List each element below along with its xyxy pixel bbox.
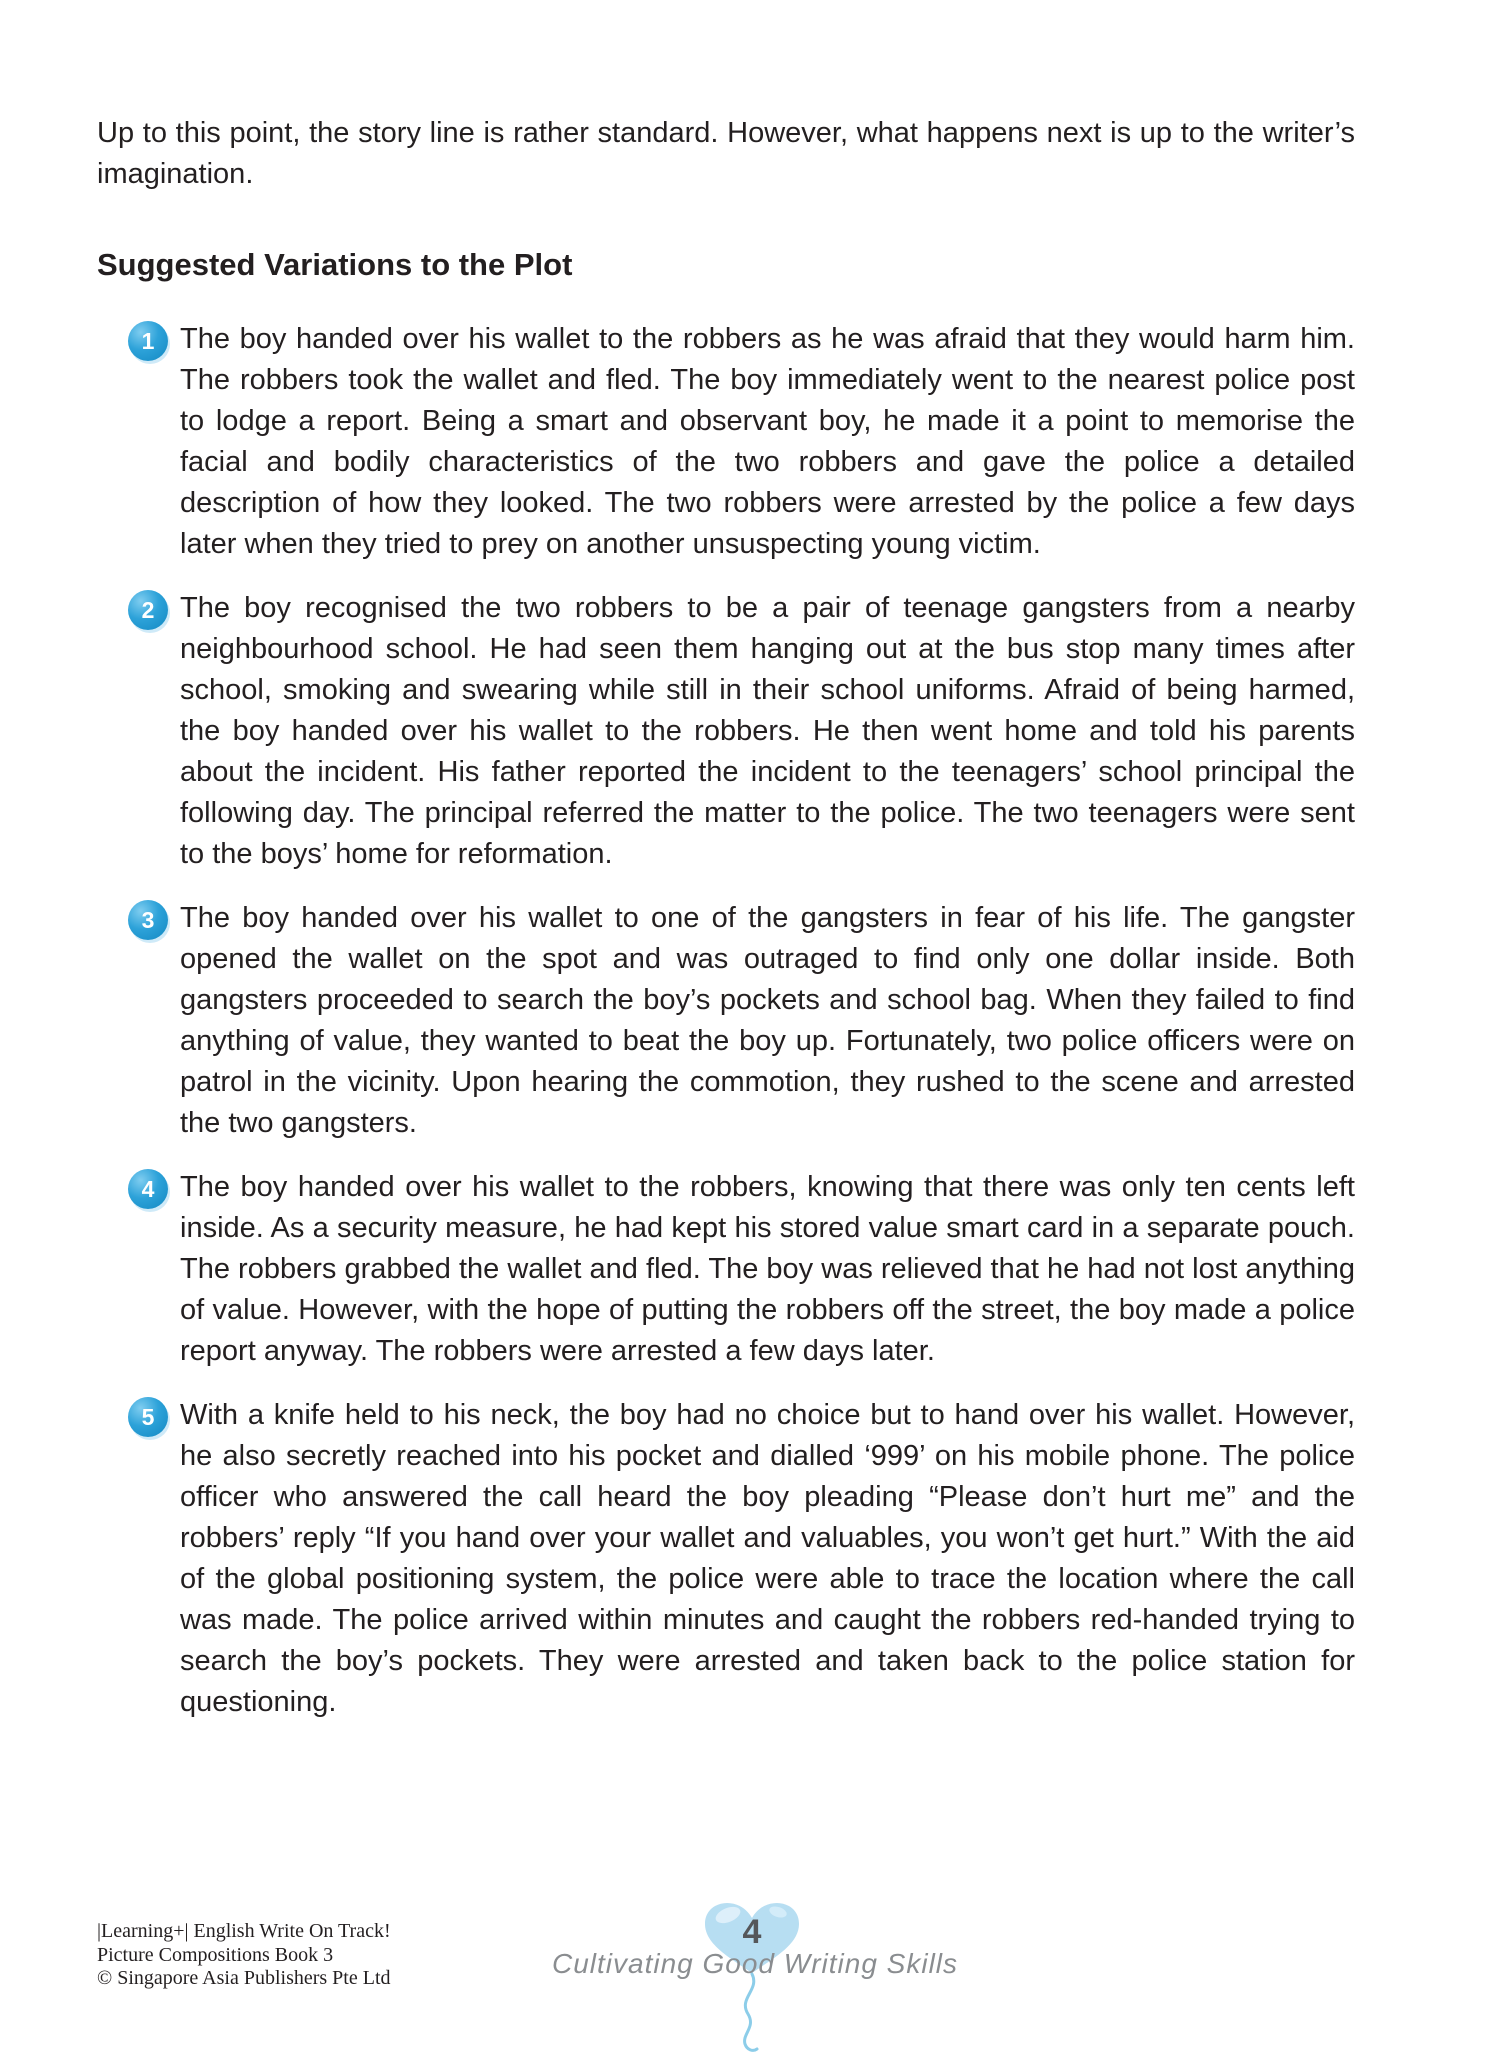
number-badge: 1 <box>128 321 168 361</box>
imprint-line: |Learning+| English Write On Track! <box>97 1920 391 1942</box>
variation-text: The boy handed over his wallet to the robbers as he was afraid that they would harm him. The robbers took the wallet and fled. The boy immediately went to the nearest police post to lodge a report. Being a smart and observant boy, he made it a point to memorise the facial and bodily characteristics of the two robbers and gave the police a detailed description of how they looked. The two robbers were arrested by the police a few days later when they tried to prey on another unsuspecting young victim. <box>180 323 1355 560</box>
variations-list <box>97 319 1355 1723</box>
list-item <box>97 898 1355 1144</box>
list-item <box>97 319 1355 565</box>
list-item <box>97 1395 1355 1723</box>
page-number: 4 <box>742 1913 762 1951</box>
variation-text: The boy handed over his wallet to one of the gangsters in fear of his life. The gangster opened the wallet on the spot and was outraged to find only one dollar inside. Both gangsters proceeded to search the boy’s pockets and school bag. When they failed to find anything of value, they wanted to beat the boy up. Fortunately, two police officers were on patrol in the vicinity. Upon hearing the commotion, they rushed to the scene and arrested the two gangsters. <box>180 902 1355 1139</box>
variation-text: With a knife held to his neck, the boy had no choice but to hand over his wallet. However, he also secretly reached into his pocket and dialled ‘999’ on his mobile phone. The police officer who answered the call heard the boy pleading “Please don’t hurt me” and the robbers’ reply “If you hand over your wallet and valuables, you won’t get hurt.” With the aid of the global positioning system, the police were able to trace the location where the call was made. The police arrived within minutes and caught the robbers red-handed trying to search the boy’s pockets. They were arrested and taken back to the police station for questioning. <box>180 1399 1355 1718</box>
number-badge: 2 <box>128 590 168 630</box>
imprint-line: Picture Compositions Book 3 <box>97 1943 334 1966</box>
intro-paragraph: Up to this point, the story line is rather standard. However, what happens next is up to the writer’s imagination. <box>97 117 1355 190</box>
section-heading: Suggested Variations to the Plot <box>97 247 573 282</box>
number-badge: 3 <box>128 900 168 940</box>
list-item <box>97 588 1355 875</box>
variation-text: The boy recognised the two robbers to be a pair of teenage gangsters from a nearby neighbourhood school. He had seen them hanging out at the bus stop many times after school, smoking and swearing while still in their school uniforms. Afraid of being harmed, the boy handed over his wallet to the robbers. He then went home and told his parents about the incident. His father reported the incident to the teenagers’ school principal the following day. The principal referred the matter to the police. The two teenagers were sent to the boys’ home for reformation. <box>180 592 1355 870</box>
number-badge: 4 <box>128 1169 168 1209</box>
imprint-line: © Singapore Asia Publishers Pte Ltd <box>97 1967 391 1989</box>
variation-text: The boy handed over his wallet to the robbers, knowing that there was only ten cents left inside. As a security measure, he had kept his stored value smart card in a separate pouch. The robbers grabbed the wallet and fled. The boy was relieved that he had not lost anything of value. However, with the hope of putting the robbers off the street, the boy made a police report anyway. The robbers were arrested a few days later. <box>180 1171 1355 1367</box>
number-badge: 5 <box>128 1397 168 1437</box>
list-item <box>97 1167 1355 1372</box>
page-footer <box>0 1900 1502 2058</box>
tagline: Cultivating Good Writing Skills <box>551 1948 959 1979</box>
balloon-string <box>745 1974 757 2050</box>
publisher-imprint <box>97 1920 391 1991</box>
page-content <box>97 0 1355 1746</box>
